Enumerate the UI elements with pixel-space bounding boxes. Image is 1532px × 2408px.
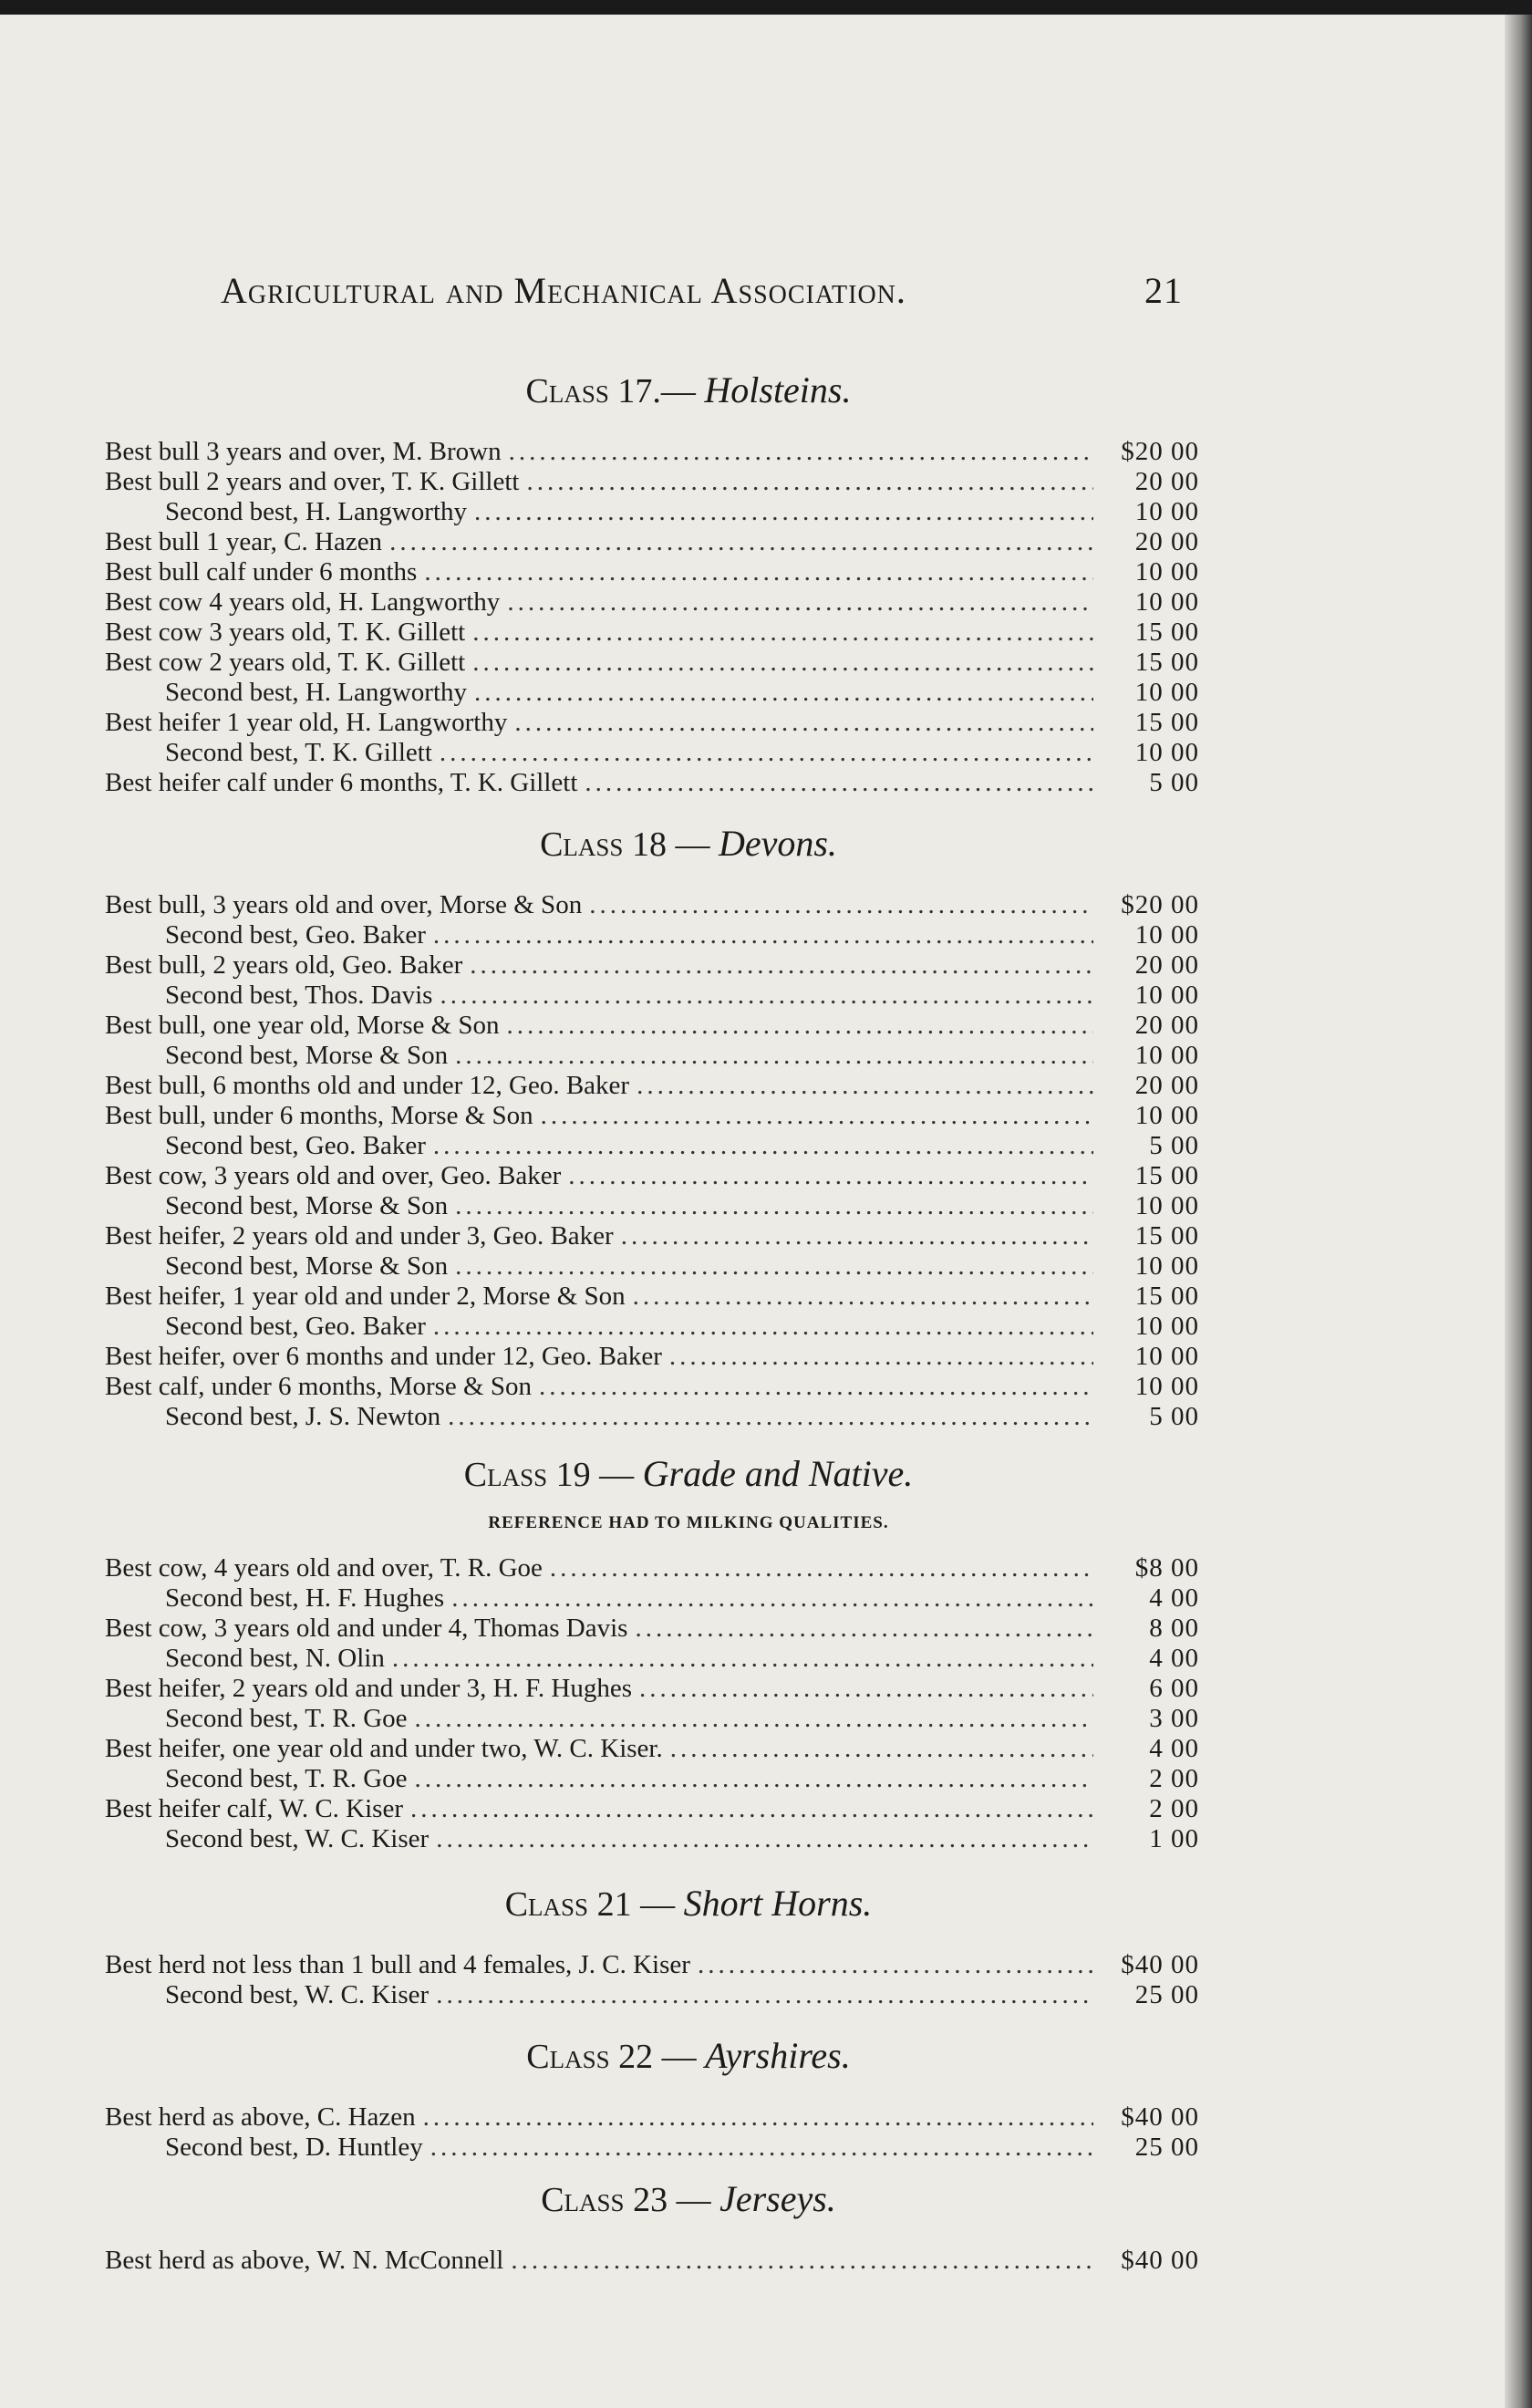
premium-row xyxy=(105,2102,1199,2133)
dot-leader xyxy=(669,1342,1093,1372)
premium-label: Second best, Geo. Baker xyxy=(165,1312,426,1341)
premium-amount: 4 00 xyxy=(1149,1734,1199,1763)
premium-amount: $20 00 xyxy=(1121,437,1199,466)
premium-label: Second best, H. Langworthy xyxy=(165,678,468,707)
class-section xyxy=(105,1452,1199,1854)
premium-row xyxy=(105,587,1199,618)
dot-leader xyxy=(507,587,1093,618)
dot-leader xyxy=(392,1644,1093,1674)
premium-amount: 20 00 xyxy=(1134,1071,1199,1100)
premium-label: Second best, T. R. Goe xyxy=(165,1764,408,1793)
class-number: Class 17.— xyxy=(525,372,696,410)
class-number: Class 23 — xyxy=(541,2181,711,2219)
premium-amount: 2 00 xyxy=(1149,1794,1199,1823)
premium-label: Second best, D. Huntley xyxy=(165,2133,423,2162)
premium-label: Second best, W. C. Kiser xyxy=(165,1824,430,1853)
dot-leader xyxy=(415,1764,1093,1794)
premium-label: Best cow, 3 years old and under 4, Thomas Davis xyxy=(105,1614,628,1643)
dot-leader xyxy=(455,1191,1093,1221)
premium-row xyxy=(105,981,1199,1011)
dot-leader xyxy=(539,1372,1093,1402)
premium-row xyxy=(105,678,1199,708)
premium-row xyxy=(105,1950,1199,1980)
premium-amount: $40 00 xyxy=(1121,1950,1199,1979)
dot-leader xyxy=(585,768,1093,798)
premium-label: Best bull 2 years and over, T. K. Gillett xyxy=(105,467,520,496)
dot-leader xyxy=(415,1704,1093,1734)
premium-amount: 15 00 xyxy=(1134,648,1199,677)
premium-amount: 1 00 xyxy=(1149,1824,1199,1853)
dot-leader xyxy=(389,527,1093,557)
premium-label: Second best, T. R. Goe xyxy=(165,1704,408,1733)
premium-row xyxy=(105,1764,1199,1794)
premium-amount: 10 00 xyxy=(1134,557,1199,586)
premium-amount: 10 00 xyxy=(1134,678,1199,707)
premium-label: Best heifer, 2 years old and under 3, Geo. Baker xyxy=(105,1221,614,1251)
premium-amount: 15 00 xyxy=(1134,708,1199,737)
premium-label: Second best, Morse & Son xyxy=(165,1191,449,1220)
premium-row xyxy=(105,1221,1199,1251)
premium-row xyxy=(105,2246,1199,2276)
premium-label: Best bull, under 6 months, Morse & Son xyxy=(105,1101,533,1130)
premium-amount: 5 00 xyxy=(1149,768,1199,797)
premium-amount: $20 00 xyxy=(1121,890,1199,919)
class-note: REFERENCE HAD TO MILKING QUALITIES. xyxy=(488,1513,889,1532)
dot-leader xyxy=(448,1402,1093,1432)
premium-row xyxy=(105,1191,1199,1221)
premium-label: Best bull calf under 6 months xyxy=(105,557,418,586)
premium-amount: 4 00 xyxy=(1149,1644,1199,1673)
page-content xyxy=(105,269,1199,2276)
dot-leader xyxy=(526,467,1093,497)
premium-label: Best herd as above, C. Hazen xyxy=(105,2102,416,2132)
dot-leader xyxy=(639,1674,1093,1704)
premium-row xyxy=(105,1282,1199,1312)
premium-label: Best heifer, 2 years old and under 3, H. F. Hughes xyxy=(105,1674,633,1703)
premium-amount: 2 00 xyxy=(1149,1764,1199,1793)
premium-amount: 25 00 xyxy=(1134,2133,1199,2162)
dot-leader xyxy=(440,981,1093,1011)
class-number: Class 19 — xyxy=(463,1456,635,1494)
premium-row xyxy=(105,1041,1199,1071)
class-heading xyxy=(105,2034,1199,2077)
premium-amount: 10 00 xyxy=(1134,738,1199,767)
premium-amount: 4 00 xyxy=(1149,1583,1199,1613)
premium-label: Best cow 3 years old, T. K. Gillett xyxy=(105,618,466,647)
premium-row xyxy=(105,1071,1199,1101)
premium-amount: 15 00 xyxy=(1134,618,1199,647)
class-section xyxy=(105,822,1199,1432)
breed-name: Ayrshires. xyxy=(705,2035,851,2076)
premium-amount: $40 00 xyxy=(1121,2246,1199,2275)
premium-row xyxy=(105,1131,1199,1161)
premium-label: Best bull, 2 years old, Geo. Baker xyxy=(105,950,463,980)
premium-label: Best heifer 1 year old, H. Langworthy xyxy=(105,708,508,737)
premium-row xyxy=(105,1704,1199,1734)
premium-row xyxy=(105,648,1199,678)
class-number: Class 18 — xyxy=(540,825,710,864)
premium-amount: 20 00 xyxy=(1134,950,1199,980)
dot-leader xyxy=(511,2246,1093,2276)
premium-amount: 10 00 xyxy=(1134,1041,1199,1070)
class-heading xyxy=(105,822,1199,865)
premium-amount: 10 00 xyxy=(1134,497,1199,526)
premium-label: Best calf, under 6 months, Morse & Son xyxy=(105,1372,532,1401)
running-head-title: Agricultural and Mechanical Association. xyxy=(221,270,906,311)
dot-leader xyxy=(440,738,1093,768)
premium-label: Best bull, one year old, Morse & Son xyxy=(105,1011,500,1040)
premium-row xyxy=(105,738,1199,768)
premium-row xyxy=(105,437,1199,467)
premium-label: Second best, N. Olin xyxy=(165,1644,385,1673)
premium-label: Best heifer, one year old and under two, W. C. Kiser. xyxy=(105,1734,663,1763)
premium-amount: 10 00 xyxy=(1134,981,1199,1010)
premium-amount: 25 00 xyxy=(1134,1980,1199,2009)
premium-label: Best bull, 6 months old and under 12, Geo. Baker xyxy=(105,1071,630,1100)
running-head xyxy=(105,269,1199,312)
page-number: 21 xyxy=(1144,270,1183,311)
premium-amount: 5 00 xyxy=(1149,1402,1199,1431)
premium-list xyxy=(105,368,1199,2276)
premium-row xyxy=(105,1312,1199,1342)
premium-label: Best heifer, 1 year old and under 2, Morse & Son xyxy=(105,1282,626,1311)
dot-leader xyxy=(455,1041,1093,1071)
premium-row xyxy=(105,1644,1199,1674)
dot-leader xyxy=(433,1312,1093,1342)
class-number: Class 21 — xyxy=(504,1885,676,1924)
dot-leader xyxy=(451,1583,1093,1614)
premium-row xyxy=(105,768,1199,798)
dot-leader xyxy=(635,1614,1093,1644)
dot-leader xyxy=(433,1131,1093,1161)
premium-amount: 10 00 xyxy=(1134,1372,1199,1401)
premium-row xyxy=(105,708,1199,738)
dot-leader xyxy=(436,1824,1093,1854)
dot-leader xyxy=(455,1251,1093,1282)
premium-amount: 15 00 xyxy=(1134,1161,1199,1190)
class-section xyxy=(105,1882,1199,2010)
premium-row xyxy=(105,1980,1199,2010)
premium-amount: 10 00 xyxy=(1134,1191,1199,1220)
premium-row xyxy=(105,497,1199,527)
premium-amount: 10 00 xyxy=(1134,587,1199,617)
dot-leader xyxy=(633,1282,1093,1312)
premium-amount: 10 00 xyxy=(1134,920,1199,950)
premium-label: Second best, Geo. Baker xyxy=(165,1131,426,1160)
premium-label: Best cow 4 years old, H. Langworthy xyxy=(105,587,501,617)
premium-label: Best cow, 4 years old and over, T. R. Goe xyxy=(105,1553,543,1583)
premium-label: Best cow 2 years old, T. K. Gillett xyxy=(105,648,466,677)
breed-name: Devons. xyxy=(718,823,837,864)
premium-amount: 10 00 xyxy=(1134,1101,1199,1130)
dot-leader xyxy=(474,678,1093,708)
premium-amount: $8 00 xyxy=(1134,1553,1199,1583)
premium-label: Best heifer calf, W. C. Kiser xyxy=(105,1794,403,1823)
premium-label: Best cow, 3 years old and over, Geo. Baker xyxy=(105,1161,562,1190)
premium-amount: 5 00 xyxy=(1149,1131,1199,1160)
dot-leader xyxy=(550,1553,1093,1583)
premium-label: Second best, Morse & Son xyxy=(165,1041,449,1070)
premium-row xyxy=(105,1402,1199,1432)
dot-leader xyxy=(514,708,1093,738)
dot-leader xyxy=(470,950,1093,981)
breed-name: Holsteins. xyxy=(704,369,852,410)
premium-label: Best herd as above, W. N. McConnell xyxy=(105,2246,504,2275)
premium-label: Second best, Thos. Davis xyxy=(165,981,433,1010)
premium-amount: 10 00 xyxy=(1134,1312,1199,1341)
premium-amount: $40 00 xyxy=(1121,2102,1199,2132)
premium-row xyxy=(105,1734,1199,1764)
premium-row xyxy=(105,1372,1199,1402)
premium-row xyxy=(105,1011,1199,1041)
premium-row xyxy=(105,1583,1199,1614)
premium-label: Best bull, 3 years old and over, Morse & Son xyxy=(105,890,583,919)
premium-row xyxy=(105,1101,1199,1131)
dot-leader xyxy=(436,1980,1093,2010)
premium-amount: 10 00 xyxy=(1134,1342,1199,1371)
premium-label: Best heifer calf under 6 months, T. K. Gillett xyxy=(105,768,578,797)
dot-leader xyxy=(474,497,1093,527)
premium-amount: 15 00 xyxy=(1134,1282,1199,1311)
premium-label: Second best, W. C. Kiser xyxy=(165,1980,430,2009)
premium-label: Second best, T. K. Gillett xyxy=(165,738,432,767)
premium-row xyxy=(105,920,1199,950)
premium-row xyxy=(105,1161,1199,1191)
class-section xyxy=(105,2177,1199,2276)
dot-leader xyxy=(509,437,1093,467)
premium-row xyxy=(105,890,1199,920)
premium-amount: 3 00 xyxy=(1149,1704,1199,1733)
dot-leader xyxy=(472,648,1093,678)
premium-row xyxy=(105,1674,1199,1704)
class-heading xyxy=(105,2177,1199,2220)
premium-amount: 8 00 xyxy=(1149,1614,1199,1643)
breed-name: Grade and Native. xyxy=(642,1453,914,1494)
premium-row xyxy=(105,1794,1199,1824)
breed-name: Jerseys. xyxy=(719,2178,836,2219)
premium-amount: 6 00 xyxy=(1149,1674,1199,1703)
premium-label: Second best, H. Langworthy xyxy=(165,497,468,526)
dot-leader xyxy=(621,1221,1093,1251)
dot-leader xyxy=(433,920,1093,950)
premium-label: Best heifer, over 6 months and under 12, Geo. Baker xyxy=(105,1342,662,1371)
dot-leader xyxy=(637,1071,1093,1101)
dot-leader xyxy=(424,557,1093,587)
premium-row xyxy=(105,618,1199,648)
premium-row xyxy=(105,950,1199,981)
dot-leader xyxy=(589,890,1093,920)
class-number: Class 22 — xyxy=(526,2038,697,2076)
premium-amount: 15 00 xyxy=(1134,1221,1199,1251)
dot-leader xyxy=(670,1734,1093,1764)
premium-row xyxy=(105,2133,1199,2163)
dot-leader xyxy=(698,1950,1093,1980)
dot-leader xyxy=(568,1161,1093,1191)
dot-leader xyxy=(541,1101,1093,1131)
dot-leader xyxy=(430,2133,1093,2163)
class-heading xyxy=(105,1882,1199,1925)
premium-amount: 10 00 xyxy=(1134,1251,1199,1281)
premium-label: Best herd not less than 1 bull and 4 females, J. C. Kiser xyxy=(105,1950,690,1979)
premium-row xyxy=(105,557,1199,587)
dot-leader xyxy=(472,618,1093,648)
page-edge xyxy=(1505,15,1532,2408)
class-heading xyxy=(105,1452,1199,1495)
premium-label: Best bull 1 year, C. Hazen xyxy=(105,527,383,556)
premium-row xyxy=(105,1614,1199,1644)
premium-amount: 20 00 xyxy=(1134,467,1199,496)
class-section xyxy=(105,368,1199,798)
premium-amount: 20 00 xyxy=(1134,527,1199,556)
premium-row xyxy=(105,527,1199,557)
dot-leader xyxy=(507,1011,1093,1041)
dot-leader xyxy=(410,1794,1093,1824)
premium-row xyxy=(105,1342,1199,1372)
premium-label: Second best, J. S. Newton xyxy=(165,1402,441,1431)
premium-label: Second best, Morse & Son xyxy=(165,1251,449,1281)
class-section xyxy=(105,2034,1199,2163)
premium-label: Best bull 3 years and over, M. Brown xyxy=(105,437,502,466)
dot-leader xyxy=(423,2102,1093,2133)
class-heading xyxy=(105,368,1199,411)
premium-label: Second best, H. F. Hughes xyxy=(165,1583,445,1613)
premium-amount: 20 00 xyxy=(1134,1011,1199,1040)
premium-row xyxy=(105,1251,1199,1282)
breed-name: Short Horns. xyxy=(683,1883,873,1924)
premium-label: Second best, Geo. Baker xyxy=(165,920,426,950)
premium-row xyxy=(105,467,1199,497)
premium-row xyxy=(105,1824,1199,1854)
premium-row xyxy=(105,1553,1199,1583)
